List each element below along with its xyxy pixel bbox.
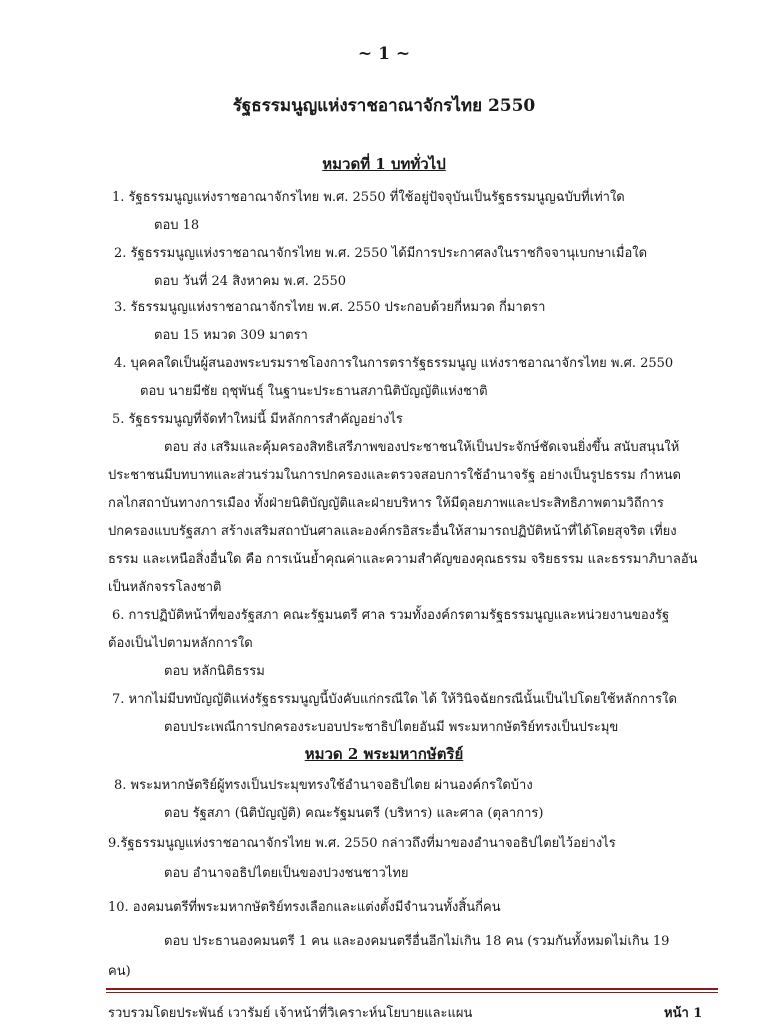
footer-rule (106, 992, 718, 993)
question-10: 10. องคมนตรีที่พระมหากษัตริย์ทรงเลือกและแต่งตั้งมีจำนวนทั้งสิ้นกี่คน (108, 900, 501, 915)
question-9: 9.รัฐธรรมนูญแห่งราชอาณาจักรไทย พ.ศ. 2550 กล่าวถึงที่มาของอำนาจอธิปไตยไว้อย่างไร (108, 836, 616, 851)
answer-2: ตอบ วันที่ 24 สิงหาคม พ.ศ. 2550 (154, 274, 347, 289)
document-title: รัฐธรรมนูญแห่งราชอาณาจักรไทย 2550 (232, 96, 536, 116)
answer-6: ตอบ หลักนิติธรรม (164, 664, 265, 679)
chapter-heading: หมวดที่ 1 บททั่วไป (322, 155, 446, 173)
answer-5-line: ธรรม และเหนือสิ่งอื่นใด คือ การเน้นย้ำคุณค่าและความสำคัญของคุณธรรม จริยธรรม และธรรมาภิบาลอัน (108, 552, 698, 567)
answer-4: ตอบ นายมีชัย ฤชุพันธุ์ ในฐานะประธานสภานิติบัญญัติแห่งชาติ (140, 384, 488, 399)
footer-rule (106, 988, 718, 990)
question-6-line: 6. การปฏิบัติหน้าที่ของรัฐสภา คณะรัฐมนตรี ศาล รวมทั้งองค์กรตามรัฐธรรมนูญและหน่วยงานของรัฐ (112, 608, 670, 623)
question-4: 4. บุคคลใดเป็นผู้สนองพระบรมราชโองการในการตรารัฐธรรมนูญ แห่งราชอาณาจักรไทย พ.ศ. 2550 (114, 356, 674, 371)
question-8: 8. พระมหากษัตริย์ผู้ทรงเป็นประมุขทรงใช้อำนาจอธิปไตย ผ่านองค์กรใดบ้าง (114, 778, 533, 793)
answer-10-line: คน) (108, 964, 131, 979)
question-2: 2. รัฐธรรมนูญแห่งราชอาณาจักรไทย พ.ศ. 2550 ได้มีการประกาศลงในราชกิจจานุเบกษาเมื่อใด (114, 246, 648, 261)
answer-5-line: ปกครองแบบรัฐสภา สร้างเสริมสถาบันศาลและองค์กรอิสระอื่นให้สามารถปฏิบัติหน้าที่ได้โดยสุจริต เที่ยง (108, 524, 677, 539)
question-5: 5. รัฐธรรมนูญที่จัดทำใหม่นี้ มีหลักการสำคัญอย่างไร (112, 412, 403, 427)
answer-1: ตอบ 18 (154, 218, 200, 233)
footer-page-number: หน้า 1 (664, 1006, 703, 1021)
answer-5-line: ประชาชนมีบทบาทและส่วนร่วมในการปกครองและตรวจสอบการใช้อำนาจรัฐ อย่างเป็นรูปธรรม กำหนด (108, 468, 681, 483)
answer-5-line: ตอบ ส่ง เสริมและคุ้มครองสิทธิเสรีภาพของประชาชนให้เป็นประจักษ์ชัดเจนยิ่งขึ้น สนับสนุนให้ (164, 440, 680, 455)
answer-9: ตอบ อำนาจอธิปไตยเป็นของปวงชนชาวไทย (164, 866, 409, 881)
question-3: 3. รัธรรมนูญแห่งราชอาณาจักรไทย พ.ศ. 2550 ประกอบด้วยกี่หมวด กี่มาตรา (114, 300, 546, 315)
answer-10-line: ตอบ ประธานองคมนตรี 1 คน และองคมนตรีอื่นอีกไม่เกิน 18 คน (รวมกันทั้งหมดไม่เกิน 19 (164, 934, 670, 949)
page-marker: ~ 1 ~ (357, 44, 411, 64)
question-6-line: ต้องเป็นไปตามหลักการใด (108, 636, 253, 651)
question-7: 7. หากไม่มีบทบัญญัติแห่งรัฐธรรมนูญนี้บังคับแก่กรณีใด ได้ ให้วินิจฉัยกรณีนั้นเป็นไปโดยใช้หลักการใด (112, 692, 677, 707)
chapter-heading: หมวด 2 พระมหากษัตริย์ (304, 745, 464, 763)
question-1: 1. รัฐธรรมนูญแห่งราชอาณาจักรไทย พ.ศ. 2550 ที่ใช้อยู่ปัจจุบันเป็นรัฐธรรมนูญฉบับที่เท่าใด (112, 190, 625, 205)
answer-3: ตอบ 15 หมวด 309 มาตรา (154, 328, 308, 343)
answer-5-line: เป็นหลักจรรโลงชาติ (108, 580, 222, 595)
answer-7: ตอบประเพณีการปกครองระบอบประชาธิปไตยอันมี พระมหากษัตริย์ทรงเป็นประมุข (164, 720, 619, 735)
answer-8: ตอบ รัฐสภา (นิติบัญญัติ) คณะรัฐมนตรี (บริหาร) และศาล (ตุลาการ) (164, 806, 544, 821)
footer-credit: รวบรวมโดยประพันธ์ เวารัมย์ เจ้าหน้าที่วิเคราะห์นโยบายและแผน (108, 1006, 473, 1021)
answer-5-line: กลไกสถาบันทางการเมือง ทั้งฝ่ายนิติบัญญัติและฝ่ายบริหาร ให้มีดุลยภาพและประสิทธิภาพตามวิถีการ (108, 496, 664, 511)
